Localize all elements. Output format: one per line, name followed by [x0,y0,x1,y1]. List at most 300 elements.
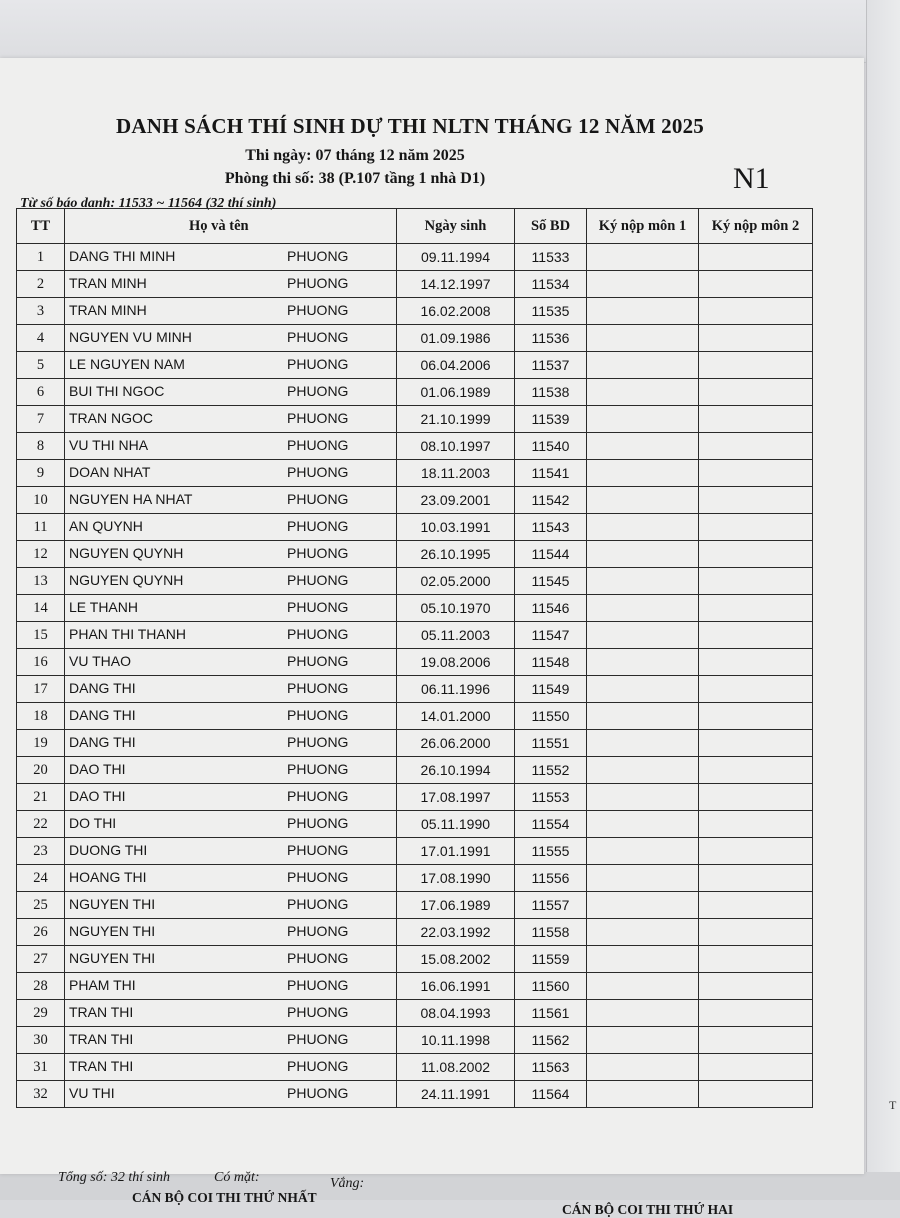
candidate-name [65,622,397,649]
candidate-name [65,1000,397,1027]
table-row [17,838,813,865]
candidate-number: 11562 [515,1027,587,1054]
candidate-number: 11561 [515,1000,587,1027]
candidate-name [65,595,397,622]
candidate-number: 11547 [515,622,587,649]
signature-cell-1 [587,811,699,838]
row-number: 21 [17,784,65,811]
exam-date: Thi ngày: 07 tháng 12 năm 2025 [245,147,465,164]
candidate-given-name: LE THANH [69,599,138,615]
signature-cell-1 [587,1054,699,1081]
signature-cell-2 [699,865,813,892]
candidate-given-name: DANG THI MINH [69,248,176,264]
date-of-birth: 14.01.2000 [397,703,515,730]
candidate-name [65,352,397,379]
signature-cell-2 [699,919,813,946]
date-of-birth: 05.10.1970 [397,595,515,622]
candidate-number: 11556 [515,865,587,892]
signature-cell-2 [699,514,813,541]
signature-cell-1 [587,919,699,946]
paper-sheet [0,58,864,1217]
table-row [17,433,813,460]
candidate-name [65,1081,397,1108]
row-number: 12 [17,541,65,568]
candidate-name [65,730,397,757]
signature-cell-1 [587,244,699,271]
candidate-last-name: PHUONG [287,788,349,804]
header-sbd: Số BD [515,209,587,244]
date-of-birth: 08.04.1993 [397,1000,515,1027]
signature-cell-2 [699,784,813,811]
row-number: 5 [17,352,65,379]
header-sign-2: Ký nộp môn 2 [699,209,813,244]
date-of-birth: 24.11.1991 [397,1081,515,1108]
signature-cell-1 [587,1081,699,1108]
candidate-name [65,244,397,271]
signature-cell-1 [587,838,699,865]
candidate-number: 11564 [515,1081,587,1108]
candidate-number: 11555 [515,838,587,865]
signature-cell-2 [699,433,813,460]
table-row [17,676,813,703]
candidate-name [65,946,397,973]
candidate-number: 11539 [515,406,587,433]
candidate-name [65,676,397,703]
signature-cell-1 [587,622,699,649]
row-number: 16 [17,649,65,676]
table-row [17,784,813,811]
candidate-last-name: PHUONG [287,923,349,939]
candidate-name [65,460,397,487]
signature-cell-2 [699,703,813,730]
candidate-name [65,298,397,325]
table-row [17,244,813,271]
row-number: 1 [17,244,65,271]
row-number: 30 [17,1027,65,1054]
date-of-birth: 26.10.1994 [397,757,515,784]
signature-cell-1 [587,730,699,757]
table-row [17,703,813,730]
table-row [17,919,813,946]
candidate-name [65,568,397,595]
signature-cell-1 [587,973,699,1000]
signature-cell-1 [587,568,699,595]
candidate-number: 11545 [515,568,587,595]
date-of-birth: 26.10.1995 [397,541,515,568]
candidate-given-name: NGUYEN THI [69,923,156,939]
candidate-given-name: DUONG THI [69,842,148,858]
signature-cell-1 [587,703,699,730]
candidate-given-name: TRAN MINH [69,302,147,318]
signature-cell-1 [587,892,699,919]
candidate-given-name: TRAN THI [69,1058,134,1074]
candidate-last-name: PHUONG [287,518,349,534]
candidate-given-name: PHAN THI THANH [69,626,186,642]
candidate-name [65,838,397,865]
date-of-birth: 05.11.1990 [397,811,515,838]
signature-cell-2 [699,649,813,676]
table-row [17,541,813,568]
signature-cell-1 [587,1000,699,1027]
candidate-last-name: PHUONG [287,572,349,588]
date-of-birth: 17.06.1989 [397,892,515,919]
candidate-given-name: AN QUYNH [69,518,143,534]
signature-cell-2 [699,568,813,595]
table-row [17,649,813,676]
candidate-name [65,325,397,352]
signature-cell-2 [699,946,813,973]
date-of-birth: 08.10.1997 [397,433,515,460]
candidate-last-name: PHUONG [287,1004,349,1020]
header-name: Họ và tên [65,209,397,244]
date-of-birth: 01.06.1989 [397,379,515,406]
candidate-name [65,406,397,433]
signature-cell-1 [587,676,699,703]
row-number: 9 [17,460,65,487]
background-paper-top [0,0,900,63]
candidate-name [65,973,397,1000]
candidate-name [65,541,397,568]
candidate-last-name: PHUONG [287,950,349,966]
date-of-birth: 06.11.1996 [397,676,515,703]
candidate-number: 11553 [515,784,587,811]
table-row [17,946,813,973]
candidate-last-name: PHUONG [287,734,349,750]
candidate-last-name: PHUONG [287,248,349,264]
candidate-last-name: PHUONG [287,302,349,318]
candidate-number: 11536 [515,325,587,352]
signature-cell-1 [587,379,699,406]
date-of-birth: 10.11.1998 [397,1027,515,1054]
signature-cell-2 [699,352,813,379]
table-row [17,730,813,757]
date-of-birth: 09.11.1994 [397,244,515,271]
candidate-last-name: PHUONG [287,653,349,669]
signature-cell-2 [699,676,813,703]
table-row [17,460,813,487]
candidate-last-name: PHUONG [287,896,349,912]
table-row [17,298,813,325]
candidate-given-name: VU THI NHA [69,437,149,453]
candidate-last-name: PHUONG [287,869,349,885]
candidate-name [65,865,397,892]
candidate-number: 11552 [515,757,587,784]
table-row [17,892,813,919]
date-of-birth: 22.03.1992 [397,919,515,946]
signature-cell-2 [699,595,813,622]
candidate-given-name: LE NGUYEN NAM [69,356,185,372]
row-number: 25 [17,892,65,919]
row-number: 24 [17,865,65,892]
signature-cell-1 [587,298,699,325]
row-number: 20 [17,757,65,784]
candidate-number: 11549 [515,676,587,703]
signature-cell-2 [699,460,813,487]
signature-cell-2 [699,1054,813,1081]
date-of-birth: 17.01.1991 [397,838,515,865]
candidate-last-name: PHUONG [287,383,349,399]
table-row [17,811,813,838]
candidate-number: 11538 [515,379,587,406]
candidate-number: 11534 [515,271,587,298]
date-of-birth: 16.02.2008 [397,298,515,325]
candidate-last-name: PHUONG [287,842,349,858]
table-row [17,1081,813,1108]
date-of-birth: 21.10.1999 [397,406,515,433]
date-of-birth: 10.03.1991 [397,514,515,541]
candidate-number: 11548 [515,649,587,676]
signature-cell-2 [699,244,813,271]
candidate-number: 11546 [515,595,587,622]
candidate-last-name: PHUONG [287,1031,349,1047]
invigilator-1-label: CÁN BỘ COI THI THỨ NHẤT [132,1190,317,1205]
date-of-birth: 26.06.2000 [397,730,515,757]
candidate-given-name: HOANG THI [69,869,147,885]
table-row [17,973,813,1000]
total-count: Tổng số: 32 thí sinh [58,1170,171,1185]
invigilator-2-label: CÁN BỘ COI THI THỨ HAI [562,1202,734,1217]
candidate-name [65,1054,397,1081]
candidate-number: 11550 [515,703,587,730]
signature-cell-1 [587,541,699,568]
row-number: 22 [17,811,65,838]
candidate-number: 11551 [515,730,587,757]
candidate-last-name: PHUONG [287,491,349,507]
candidate-last-name: PHUONG [287,410,349,426]
row-number: 29 [17,1000,65,1027]
signature-cell-1 [587,595,699,622]
candidate-given-name: VU THI [69,1085,115,1101]
table-row [17,568,813,595]
candidate-last-name: PHUONG [287,1058,349,1074]
candidate-number: 11544 [515,541,587,568]
table-row [17,325,813,352]
signature-cell-2 [699,325,813,352]
date-of-birth: 17.08.1990 [397,865,515,892]
candidate-table [16,208,813,1108]
candidate-number: 11535 [515,298,587,325]
date-of-birth: 15.08.2002 [397,946,515,973]
table-row [17,1000,813,1027]
signature-cell-1 [587,487,699,514]
candidate-number: 11554 [515,811,587,838]
table-row [17,1027,813,1054]
candidate-last-name: PHUONG [287,356,349,372]
row-number: 17 [17,676,65,703]
candidate-given-name: BUI THI NGOC [69,383,165,399]
candidate-number: 11563 [515,1054,587,1081]
signature-cell-2 [699,406,813,433]
candidate-given-name: VU THAO [69,653,131,669]
signature-cell-1 [587,325,699,352]
signature-cell-2 [699,487,813,514]
candidate-given-name: DAO THI [69,761,126,777]
candidate-given-name: NGUYEN VU MINH [69,329,192,345]
table-row [17,487,813,514]
table-row [17,406,813,433]
candidate-given-name: DANG THI [69,734,136,750]
signature-cell-2 [699,757,813,784]
signature-cell-1 [587,406,699,433]
candidate-last-name: PHUONG [287,437,349,453]
date-of-birth: 06.04.2006 [397,352,515,379]
candidate-given-name: NGUYEN QUYNH [69,545,184,561]
candidate-name [65,649,397,676]
date-of-birth: 05.11.2003 [397,622,515,649]
signature-cell-1 [587,433,699,460]
table-row [17,352,813,379]
candidate-given-name: NGUYEN QUYNH [69,572,184,588]
candidate-name [65,514,397,541]
candidate-last-name: PHUONG [287,680,349,696]
candidate-given-name: NGUYEN THI [69,896,156,912]
signature-cell-2 [699,541,813,568]
signature-cell-1 [587,865,699,892]
candidate-given-name: DAO THI [69,788,126,804]
signature-cell-2 [699,1000,813,1027]
candidate-name [65,784,397,811]
candidate-name [65,379,397,406]
signature-cell-2 [699,892,813,919]
row-number: 13 [17,568,65,595]
table-row [17,622,813,649]
header-tt: TT [17,209,65,244]
present-label: Có mặt: [214,1170,260,1185]
candidate-name [65,892,397,919]
signature-cell-1 [587,1027,699,1054]
table-row [17,1054,813,1081]
candidate-given-name: DO THI [69,815,117,831]
signature-cell-2 [699,1081,813,1108]
table-row [17,865,813,892]
row-number: 7 [17,406,65,433]
signature-cell-1 [587,649,699,676]
candidate-given-name: NGUYEN THI [69,950,156,966]
row-number: 6 [17,379,65,406]
candidate-name [65,1027,397,1054]
row-number: 8 [17,433,65,460]
document-title: DANH SÁCH THÍ SINH DỰ THI NLTN THÁNG 12 NĂM 2025 [116,114,704,138]
candidate-last-name: PHUONG [287,1085,349,1101]
candidate-range: Từ số báo danh: 11533 ~ 11564 (32 thí sinh) [20,196,277,211]
candidate-last-name: PHUONG [287,464,349,480]
row-number: 11 [17,514,65,541]
signature-cell-1 [587,352,699,379]
candidate-number: 11541 [515,460,587,487]
header-dob: Ngày sinh [397,209,515,244]
row-number: 15 [17,622,65,649]
candidate-number: 11540 [515,433,587,460]
signature-cell-2 [699,379,813,406]
signature-cell-1 [587,514,699,541]
row-number: 27 [17,946,65,973]
candidate-number: 11559 [515,946,587,973]
row-number: 23 [17,838,65,865]
candidate-given-name: PHAM THI [69,977,136,993]
row-number: 19 [17,730,65,757]
signature-cell-2 [699,1027,813,1054]
candidate-number: 11537 [515,352,587,379]
signature-cell-1 [587,784,699,811]
candidate-given-name: DANG THI [69,707,136,723]
candidate-last-name: PHUONG [287,275,349,291]
date-of-birth: 23.09.2001 [397,487,515,514]
row-number: 18 [17,703,65,730]
signature-cell-2 [699,838,813,865]
signature-cell-2 [699,622,813,649]
candidate-number: 11533 [515,244,587,271]
candidate-given-name: DOAN NHAT [69,464,151,480]
row-number: 10 [17,487,65,514]
date-of-birth: 18.11.2003 [397,460,515,487]
candidate-given-name: NGUYEN HA NHAT [69,491,193,507]
candidate-number: 11557 [515,892,587,919]
candidate-number: 11560 [515,973,587,1000]
candidate-name [65,811,397,838]
candidate-given-name: TRAN MINH [69,275,147,291]
absent-label: Vắng: [330,1176,365,1191]
row-number: 2 [17,271,65,298]
signature-cell-1 [587,271,699,298]
candidate-last-name: PHUONG [287,329,349,345]
row-number: 32 [17,1081,65,1108]
signature-cell-1 [587,460,699,487]
table-row [17,514,813,541]
candidate-last-name: PHUONG [287,545,349,561]
candidate-last-name: PHUONG [287,599,349,615]
candidate-given-name: TRAN THI [69,1004,134,1020]
date-of-birth: 16.06.1991 [397,973,515,1000]
row-number: 14 [17,595,65,622]
candidate-last-name: PHUONG [287,707,349,723]
row-number: 28 [17,973,65,1000]
table-row [17,379,813,406]
row-number: 31 [17,1054,65,1081]
table-header-row [17,209,813,244]
candidate-last-name: PHUONG [287,977,349,993]
signature-cell-1 [587,757,699,784]
candidate-name [65,703,397,730]
candidate-given-name: TRAN NGOC [69,410,153,426]
adjacent-sheet [866,0,900,1200]
signature-cell-2 [699,298,813,325]
candidate-number: 11542 [515,487,587,514]
signature-cell-2 [699,811,813,838]
table-row [17,757,813,784]
candidate-name [65,487,397,514]
room-code: N1 [733,162,770,195]
signature-cell-1 [587,946,699,973]
adjacent-sheet-mark: T [889,1098,897,1112]
candidate-name [65,271,397,298]
row-number: 3 [17,298,65,325]
candidate-given-name: TRAN THI [69,1031,134,1047]
candidate-last-name: PHUONG [287,761,349,777]
exam-room: Phòng thi số: 38 (P.107 tầng 1 nhà D1) [224,170,486,187]
date-of-birth: 14.12.1997 [397,271,515,298]
date-of-birth: 17.08.1997 [397,784,515,811]
date-of-birth: 19.08.2006 [397,649,515,676]
candidate-name [65,433,397,460]
date-of-birth: 11.08.2002 [397,1054,515,1081]
signature-cell-2 [699,973,813,1000]
candidate-name [65,757,397,784]
signature-cell-2 [699,271,813,298]
table-row [17,271,813,298]
header-sign-1: Ký nộp môn 1 [587,209,699,244]
candidate-number: 11558 [515,919,587,946]
signature-cell-2 [699,730,813,757]
